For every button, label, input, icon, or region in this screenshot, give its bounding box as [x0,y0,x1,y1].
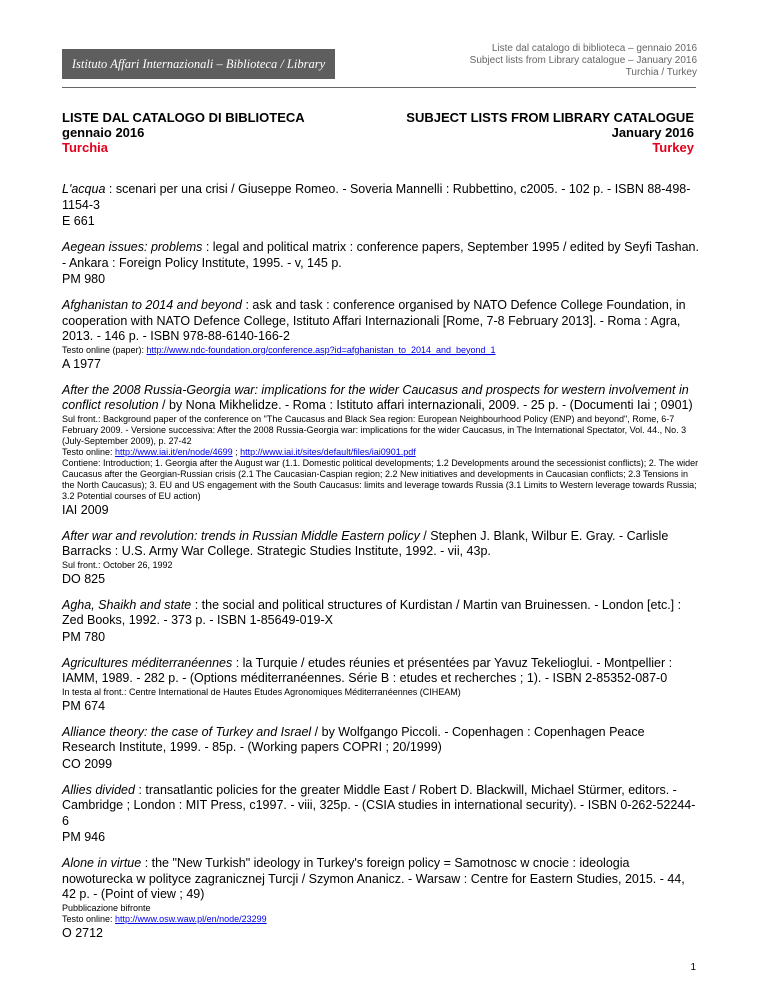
running-header-line: Subject lists from Library catalogue – January 2016 [469,55,697,66]
title-english-subject: Turkey [652,140,694,155]
header-rule [62,87,696,88]
title-english-line1: SUBJECT LISTS FROM LIBRARY CATALOGUE [406,110,694,125]
entry-note-text: Contiene: Introduction; 1. Georgia after the August war (1.1. Domestic political developments; 1.2 Developments around the secessionist conflicts); 2. The wider Caucasus after the Georgian-Russian crisis (2.1 The Caucasian-Caspian region; 2.2 New initiatives and developments in Caucasian conflicts; 2.3 Tensions in the North Caucasus); 3. EU and US engagement with the South Caucasus: limits and leverage towards Russia (3.1 Limits to Western leverage towards Russia; 3.2 Potential courses of EU action) [62,457,699,501]
entry-shelfmark: PM 674 [62,698,106,713]
entry-shelfmark: DO 825 [62,571,106,586]
entry-note [62,458,700,502]
entry-title: Aegean issues: problems [62,240,203,254]
entry-citation [62,598,700,629]
entry-citation [62,240,700,271]
entry-shelfmark: A 1977 [62,356,101,371]
entry-note [62,560,700,571]
catalogue-entry [62,298,700,372]
catalogue-entry [62,182,700,229]
entry-note [62,903,700,914]
running-header-line: Liste dal catalogo di biblioteca – gennaio 2016 [491,43,697,54]
page-number: 1 [690,962,696,973]
entry-citation [62,656,700,687]
entry-title: L'acqua [62,182,106,196]
title-english-line2: January 2016 [611,125,694,140]
entry-citation [62,856,700,903]
catalogue-entry [62,240,700,287]
banner-text: Istituto Affari Internazionali – Biblioteca / Library [71,56,326,71]
entry-details: / by Nona Mikhelidze. - Roma : Istituto affari internazionali, 2009. - 25 p. - (Documenti Iai ; 0901) [158,398,693,412]
title-italian-subject: Turchia [62,140,108,155]
institute-banner [62,49,335,79]
entry-shelfmark: IAI 2009 [62,502,109,517]
entry-title: Allies divided [62,782,135,797]
entry-shelfmark: O 2712 [62,925,104,940]
entry-note [62,914,700,925]
catalogue-entry [62,529,700,587]
entry-note [62,687,700,698]
entry-citation [62,725,700,756]
entry-shelfmark: E 661 [62,214,95,228]
entry-shelfmark: PM 780 [62,629,106,644]
entry-details: : ask and task : conference organised by NATO Defence College Foundation, in cooperation with NATO Defence College, Istituto Affari Internazionali [Rome, 7-8 February 2013]. - Roma : Agra, 2013. - 146 p. - ISBN 978-88-6140-166-2 [62,298,686,343]
entry-link[interactable]: http://www.iai.it/sites/default/files/iai0901.pdf [240,446,416,457]
title-italian-line1: LISTE DAL CATALOGO DI BIBLIOTECA [62,110,305,125]
entry-citation [62,182,700,213]
entry-note [62,447,700,458]
entry-details: : legal and political matrix : conference papers, September 1995 / edited by Seyfi Tashan. - Ankara : Foreign Policy Institute, 1995. - v, 145 p. [62,240,699,270]
catalogue-entry [62,783,700,846]
entry-details: : scenari per una crisi / Giuseppe Romeo. - Soveria Mannelli : Rubbettino, c2005. - 102 p. - ISBN 88-498-1154-3 [62,182,691,212]
entry-shelfmark: PM 946 [62,830,106,844]
entry-title: After the 2008 Russia-Georgia war: implications for the wider Caucasus and prospects for western involvement in conflict resolution [62,382,689,412]
running-header-line: Turchia / Turkey [625,67,697,78]
entry-citation [62,529,700,560]
title-italian [62,110,305,155]
entry-note-text: In testa al front.: Centre International de Hautes Etudes Agronomiques Méditerranéennes (CIHEAM) [62,686,461,697]
entry-note [62,414,700,447]
entry-note-text: Testo online (paper): [62,344,147,355]
entry-link-separator: ; [232,446,241,457]
entry-link[interactable]: http://www.osw.waw.pl/en/node/23299 [115,913,267,924]
entry-shelfmark: PM 980 [62,272,106,286]
entry-title: Agha, Shaikh and state [62,597,192,612]
catalogue-entry [62,656,700,714]
entry-details: : transatlantic policies for the greater Middle East / Robert D. Blackwill, Michael Stürmer, editors. - Cambridge ; London : MIT Press, c1997. - viii, 325p. - (CSIA studies in international security). - ISBN 0-262-52244-6 [62,782,696,828]
entry-note-text: Testo online: [62,446,116,457]
entry-note-text: Sul front.: October 26, 1992 [62,559,173,570]
catalogue-entry [62,598,700,645]
entry-details: : the social and political structures of Kurdistan / Martin van Bruinessen. - London [etc.] : Zed Books, 1992. - 373 p. - ISBN 1-85649-019-X [62,597,682,627]
entry-shelfmark: CO 2099 [62,756,113,771]
entry-details: / Stephen J. Blank, Wilbur E. Gray. - Carlisle Barracks : U.S. Army War College. Strategic Studies Institute, 1992. - vii, 43p. [62,528,669,558]
entry-citation [62,783,700,830]
entry-title: Alliance theory: the case of Turkey and Israel [62,724,312,739]
entry-details: : la Turquie / etudes réunies et présentées par Yavuz Tekelioglui. - Montpellier : IAMM, 1989. - 282 p. - (Options méditerranéennes. Série B : etudes et recherches ; 1). - ISBN 2-85352-087-0 [62,655,673,685]
catalogue-entry [62,383,700,518]
entry-citation [62,298,700,345]
entry-note-text: Sul front.: Background paper of the conference on "The Caucasus and Black Sea region: European Neighbourhood Policy (ENP) and beyond", Rome, 6-7 February 2009. - Versione successiva: After the 2008 Russia-Georgia war: implications for the wider Caucasus, in The International Spectator, Vol. 44., No. 3 (July-September 2009), p. 27-42 [62,413,687,446]
entry-note-text: Testo online: [62,913,116,924]
title-italian-line2: gennaio 2016 [62,125,145,140]
entry-title: Agricultures méditerranéennes [62,655,233,670]
catalogue-entry [62,725,700,772]
running-header [470,43,697,79]
catalogue-entry [62,856,700,941]
entry-title: After war and revolution: trends in Russian Middle Eastern policy [62,528,420,543]
entry-link[interactable]: http://www.iai.it/en/node/4699 [115,446,233,457]
entry-title: Alone in virtue [62,856,142,870]
entry-title: Afghanistan to 2014 and beyond [62,298,243,312]
entry-link[interactable]: http://www.ndc-foundation.org/conference.asp?id=afghanistan_to_2014_and_beyond_1 [146,344,496,355]
entry-details: / by Wolfgango Piccoli. - Copenhagen : Copenhagen Peace Research Institute, 1999. - 85p. - (Working papers COPRI ; 20/1999) [62,724,645,754]
catalogue-entries [62,182,700,952]
entry-note [62,345,700,356]
entry-details: : the "New Turkish" ideology in Turkey's foreign policy = Samotnosc w cnocie : ideologia nowoturecka w polityce zagranicznej Turcji / Szymon Ananicz. - Warsaw : Centre for Eastern Studies, 2015. - 44, 42 p. - (Point of view ; 49) [62,856,685,901]
title-english [406,110,694,155]
entry-note-text: Pubblicazione bifronte [62,902,151,913]
entry-citation [62,383,700,414]
